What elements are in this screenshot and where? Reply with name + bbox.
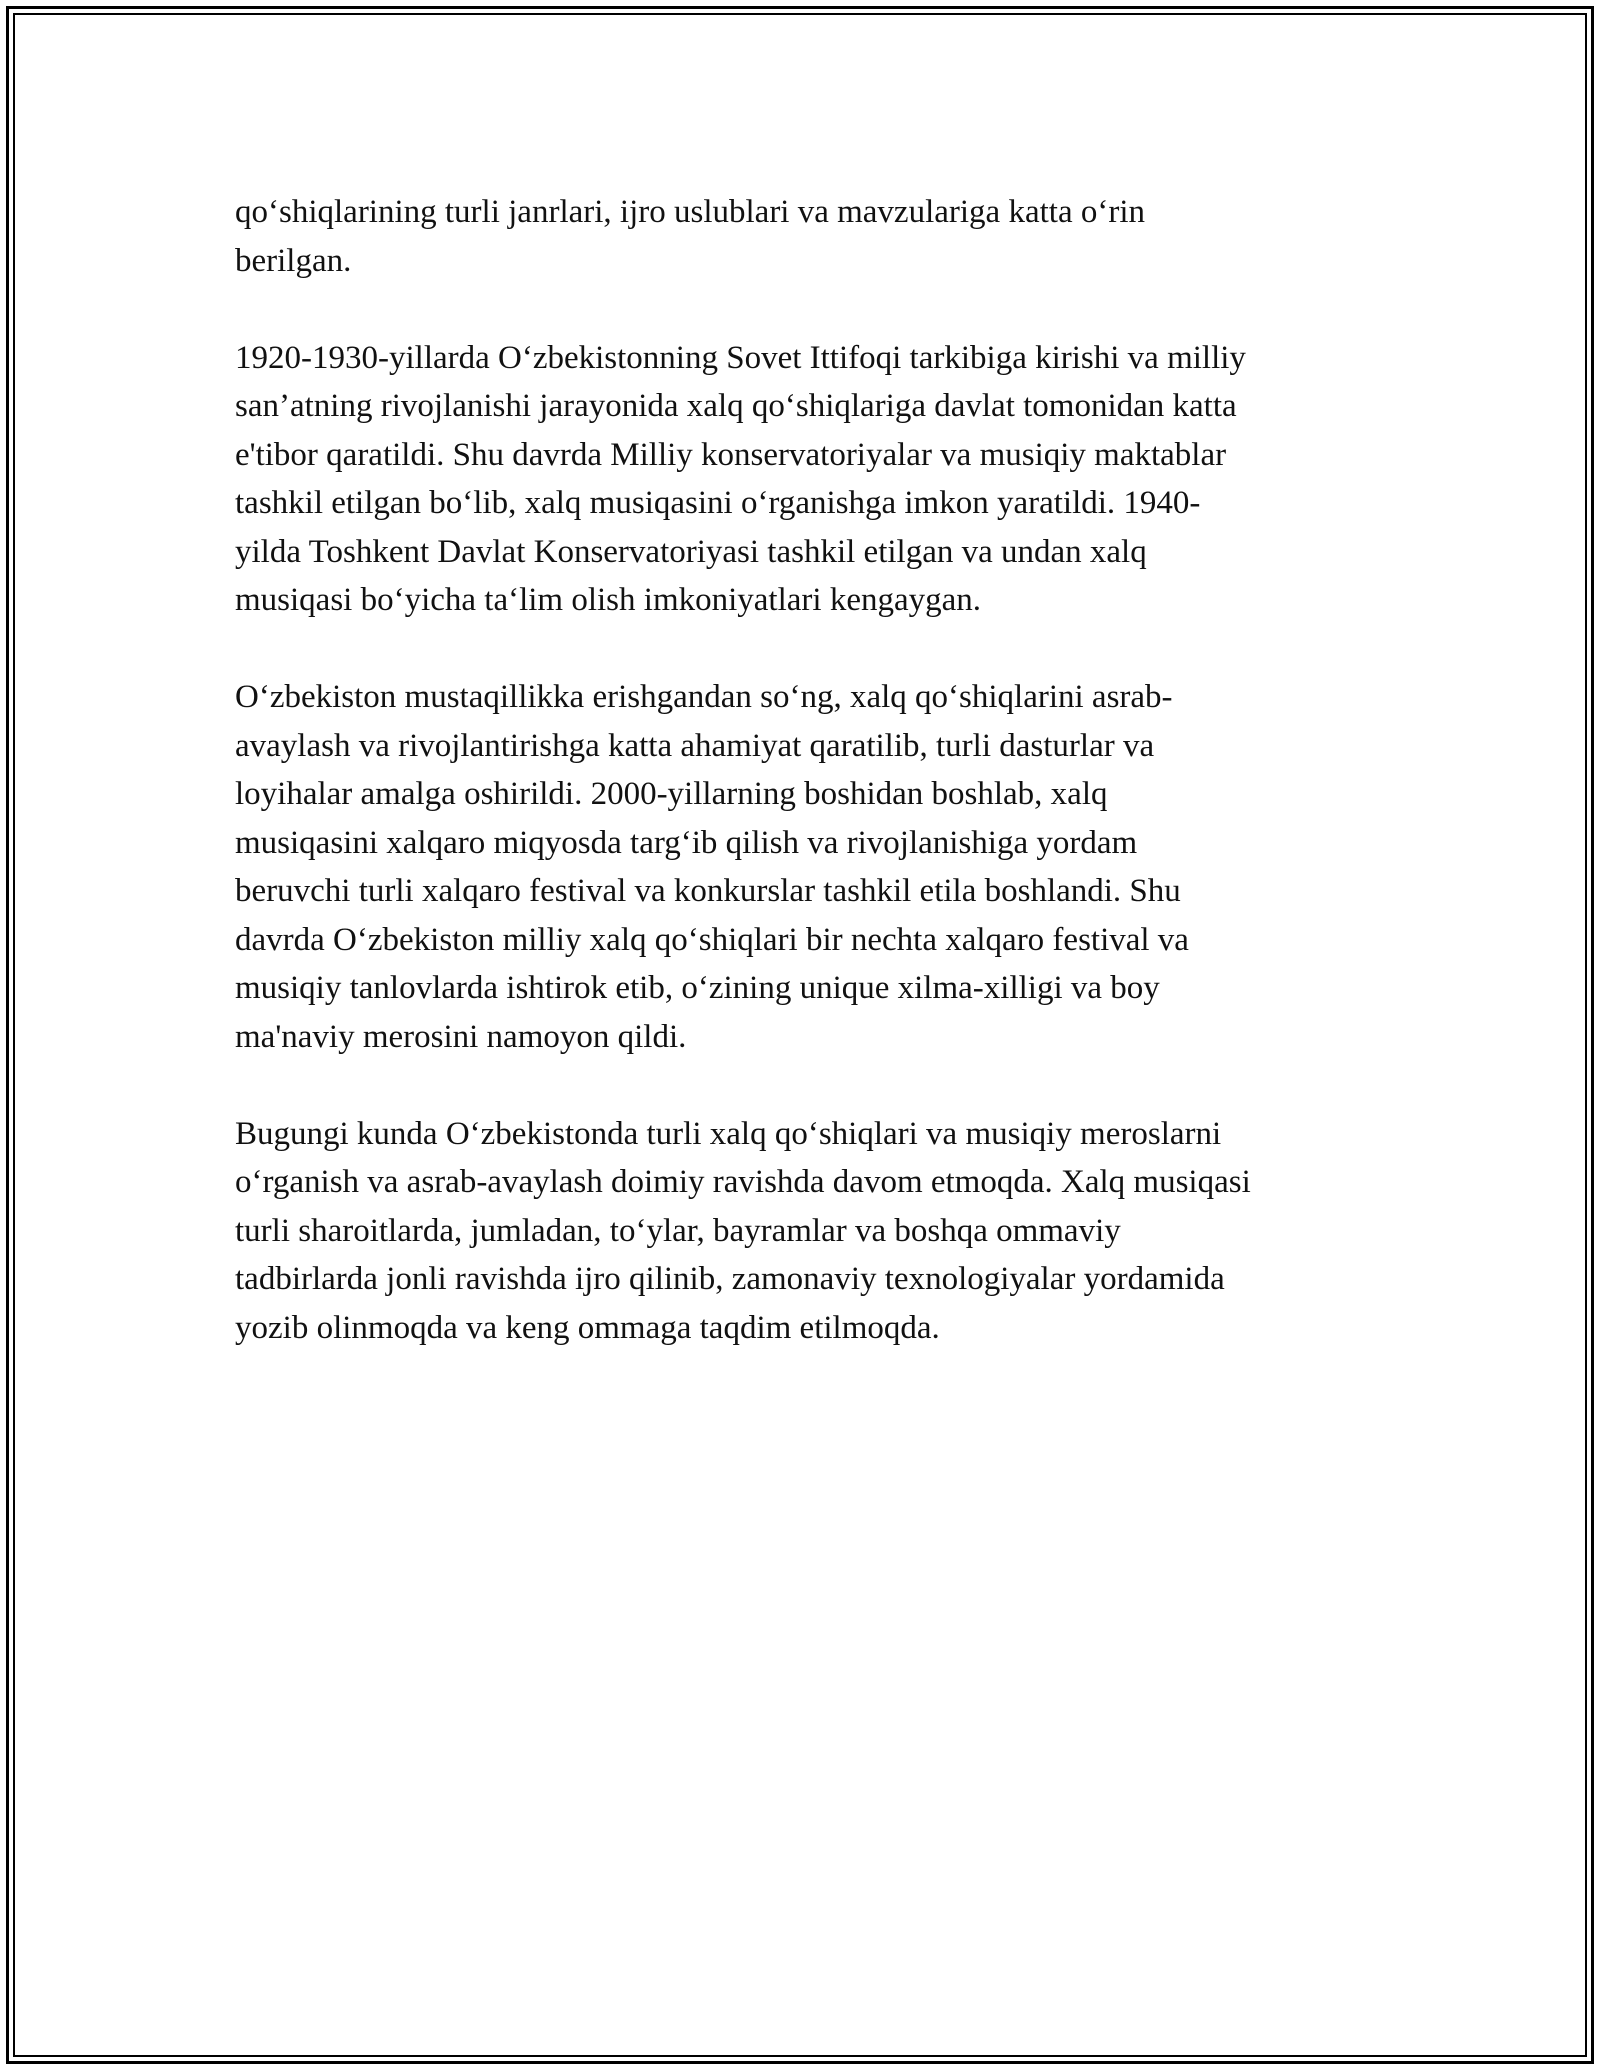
text-line: tadbirlarda jonli ravishda ijro qilinib, zamonaviy texnologiyalar yordamida bbox=[235, 1261, 1225, 1297]
text-line: musiqiy tanlovlarda ishtirok etib, o‘zining unique xilma-xilligi va boy bbox=[235, 970, 1160, 1006]
text-line: o‘rganish va asrab-avaylash doimiy ravishda davom etmoqda. Xalq musiqasi bbox=[235, 1164, 1251, 1200]
text-line: avaylash va rivojlantirishga katta ahamiyat qaratilib, turli dasturlar va bbox=[235, 727, 1155, 764]
text-line: ma'naviy merosini namoyon qildi. bbox=[235, 1018, 687, 1055]
paragraph-4 bbox=[235, 1110, 1385, 1353]
text-line: yozib olinmoqda va keng ommaga taqdim etilmoqda. bbox=[235, 1309, 940, 1346]
text-line: musiqasini xalqaro miqyosda targ‘ib qilish va rivojlanishiga yordam bbox=[235, 824, 1138, 861]
paragraph-2 bbox=[235, 334, 1385, 625]
text-line: musiqasi bo‘yicha ta‘lim olish imkoniyatlari kengaygan. bbox=[235, 582, 982, 618]
text-line: O‘zbekiston mustaqillikka erishgandan so‘ng, xalq qo‘shiqlarini asrab- bbox=[235, 679, 1173, 715]
paragraph-1 bbox=[235, 188, 1385, 285]
paragraph-3 bbox=[235, 673, 1385, 1061]
text-line: loyihalar amalga oshirildi. 2000-yillarning boshidan boshlab, xalq bbox=[235, 776, 1108, 812]
text-line: tashkil etilgan bo‘lib, xalq musiqasini o‘rganishga imkon yaratildi. 1940- bbox=[235, 485, 1201, 521]
text-line: qo‘shiqlarining turli janrlari, ijro uslublari va mavzulariga katta o‘rin bbox=[235, 194, 1145, 230]
text-line: 1920-1930-yillarda O‘zbekistonning Sovet Ittifoqi tarkibiga kirishi va milliy bbox=[235, 339, 1246, 376]
text-line: beruvchi turli xalqaro festival va konkurslar tashkil etila boshlandi. Shu bbox=[235, 873, 1181, 909]
text-line: berilgan. bbox=[235, 242, 352, 279]
text-line: davrda O‘zbekiston milliy xalq qo‘shiqlari bir nechta xalqaro festival va bbox=[235, 921, 1189, 958]
text-line: san’atning rivojlanishi jarayonida xalq qo‘shiqlariga davlat tomonidan katta bbox=[235, 388, 1237, 424]
text-line: Bugungi kunda O‘zbekistonda turli xalq qo‘shiqlari va musiqiy meroslarni bbox=[235, 1115, 1222, 1152]
text-line: turli sharoitlarda, jumladan, to‘ylar, bayramlar va boshqa ommaviy bbox=[235, 1212, 1121, 1249]
text-line: yilda Toshkent Davlat Konservatoriyasi tashkil etilgan va undan xalq bbox=[235, 533, 1147, 570]
text-line: e'tibor qaratildi. Shu davrda Milliy konservatoriyalar va musiqiy maktablar bbox=[235, 436, 1227, 473]
document-body bbox=[235, 188, 1385, 1401]
